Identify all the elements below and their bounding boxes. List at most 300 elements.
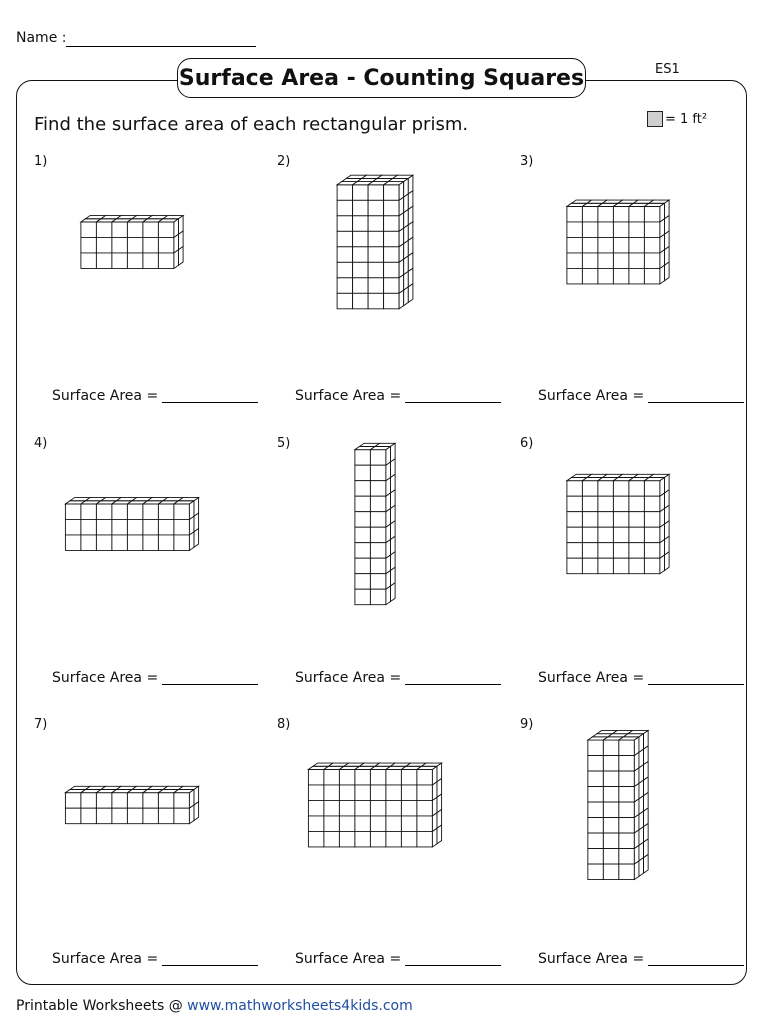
front-unit-square: [384, 278, 400, 294]
side-unit-square: [391, 583, 396, 602]
front-unit-square: [337, 262, 353, 278]
front-unit-square: [567, 268, 583, 284]
front-unit-square: [158, 519, 174, 535]
front-unit-square: [619, 756, 635, 772]
front-unit-square: [598, 496, 614, 512]
front-unit-square: [174, 535, 190, 551]
front-unit-square: [644, 253, 660, 269]
problem-2: [277, 154, 520, 434]
front-unit-square: [353, 216, 369, 232]
front-unit-square: [143, 237, 159, 253]
front-unit-square: [355, 558, 371, 574]
front-unit-square: [588, 802, 604, 818]
surface-area-label: Surface Area =: [52, 951, 159, 967]
front-unit-square: [339, 785, 355, 801]
front-unit-square: [603, 818, 619, 834]
front-unit-square: [603, 771, 619, 787]
front-unit-square: [368, 185, 384, 201]
front-unit-square: [619, 864, 635, 880]
front-unit-square: [588, 740, 604, 756]
front-unit-square: [81, 535, 97, 551]
front-unit-square: [96, 504, 112, 520]
front-unit-square: [368, 278, 384, 294]
front-unit-square: [112, 222, 128, 238]
front-unit-square: [370, 558, 386, 574]
front-unit-square: [603, 864, 619, 880]
front-unit-square: [619, 818, 635, 834]
front-unit-square: [567, 481, 583, 497]
front-unit-square: [355, 769, 371, 785]
front-unit-square: [368, 262, 384, 278]
prism-figure: [34, 717, 277, 937]
footer-link[interactable]: www.mathworksheets4kids.com: [187, 998, 413, 1014]
surface-area-label: Surface Area =: [295, 670, 402, 686]
legend-label: = 1 ft²: [665, 111, 708, 127]
front-unit-square: [613, 543, 629, 559]
side-unit-square: [432, 828, 437, 847]
front-unit-square: [158, 222, 174, 238]
prism-figure: [34, 154, 277, 374]
front-unit-square: [337, 185, 353, 201]
problem-6: [520, 436, 763, 716]
front-unit-square: [353, 231, 369, 247]
side-unit-square: [408, 284, 413, 303]
front-unit-square: [127, 222, 142, 238]
front-unit-square: [613, 481, 629, 497]
front-unit-square: [582, 481, 598, 497]
front-unit-square: [370, 769, 386, 785]
front-unit-square: [353, 247, 369, 262]
front-unit-square: [417, 785, 433, 801]
front-unit-square: [613, 237, 629, 253]
front-unit-square: [174, 504, 190, 520]
front-unit-square: [370, 481, 386, 497]
front-unit-square: [598, 558, 614, 574]
front-unit-square: [386, 816, 402, 832]
front-unit-square: [143, 793, 159, 809]
front-unit-square: [368, 231, 384, 247]
front-unit-square: [65, 793, 81, 809]
front-unit-square: [417, 831, 433, 847]
front-unit-square: [644, 481, 660, 497]
front-unit-square: [370, 574, 386, 590]
front-unit-square: [81, 253, 97, 269]
problem-number: 7): [34, 717, 48, 732]
side-unit-square: [386, 586, 391, 605]
front-unit-square: [613, 558, 629, 574]
problem-4: [34, 436, 277, 716]
front-unit-square: [324, 769, 340, 785]
front-unit-square: [158, 504, 174, 520]
front-unit-square: [96, 237, 112, 253]
front-unit-square: [143, 253, 159, 269]
side-unit-square: [189, 805, 194, 824]
front-unit-square: [644, 558, 660, 574]
front-unit-square: [582, 527, 598, 543]
front-unit-square: [127, 535, 142, 551]
front-unit-square: [370, 831, 386, 847]
front-unit-square: [370, 816, 386, 832]
front-unit-square: [417, 769, 433, 785]
front-unit-square: [158, 535, 174, 551]
front-unit-square: [603, 740, 619, 756]
front-unit-square: [644, 222, 660, 238]
front-unit-square: [355, 574, 371, 590]
front-unit-square: [629, 558, 645, 574]
front-unit-square: [644, 496, 660, 512]
surface-area-label: Surface Area =: [52, 670, 159, 686]
front-unit-square: [598, 527, 614, 543]
front-unit-square: [353, 200, 369, 216]
front-unit-square: [384, 231, 400, 247]
front-unit-square: [355, 800, 371, 816]
answer-blank[interactable]: [162, 684, 258, 685]
side-unit-square: [404, 287, 409, 306]
surface-area-row: [52, 670, 258, 686]
answer-blank[interactable]: [162, 402, 258, 403]
front-unit-square: [613, 268, 629, 284]
front-unit-square: [386, 785, 402, 801]
surface-area-row: [538, 388, 744, 404]
front-unit-square: [355, 785, 371, 801]
front-unit-square: [308, 831, 324, 847]
front-unit-square: [355, 816, 371, 832]
front-unit-square: [401, 816, 417, 832]
front-unit-square: [629, 481, 645, 497]
problem-number: 2): [277, 154, 291, 169]
front-unit-square: [127, 519, 142, 535]
front-unit-square: [324, 800, 340, 816]
name-label: Name :: [16, 30, 67, 46]
worksheet-title: Surface Area - Counting Squares: [177, 58, 586, 98]
side-unit-square: [194, 802, 199, 821]
front-unit-square: [81, 237, 97, 253]
front-unit-square: [158, 253, 174, 269]
front-unit-square: [582, 237, 598, 253]
front-unit-square: [143, 222, 159, 238]
front-unit-square: [337, 200, 353, 216]
front-unit-square: [143, 504, 159, 520]
front-unit-square: [81, 808, 97, 824]
front-unit-square: [588, 833, 604, 849]
front-unit-square: [368, 247, 384, 262]
front-unit-square: [370, 800, 386, 816]
prism-figure: [277, 717, 520, 937]
front-unit-square: [384, 216, 400, 232]
front-unit-square: [112, 535, 128, 551]
side-unit-square: [644, 854, 649, 873]
front-unit-square: [143, 808, 159, 824]
front-unit-square: [619, 787, 635, 803]
front-unit-square: [339, 816, 355, 832]
worksheet-code: ES1: [655, 62, 680, 77]
problem-number: 5): [277, 436, 291, 451]
front-unit-square: [337, 216, 353, 232]
side-unit-square: [437, 825, 442, 844]
front-unit-square: [613, 253, 629, 269]
front-unit-square: [368, 216, 384, 232]
front-unit-square: [127, 504, 142, 520]
front-unit-square: [582, 543, 598, 559]
front-unit-square: [308, 816, 324, 832]
front-unit-square: [629, 222, 645, 238]
front-unit-square: [355, 512, 371, 528]
side-unit-square: [660, 555, 665, 574]
surface-area-row: [295, 670, 501, 686]
side-unit-square: [665, 262, 670, 281]
front-unit-square: [386, 800, 402, 816]
front-unit-square: [629, 543, 645, 559]
surface-area-label: Surface Area =: [295, 951, 402, 967]
front-unit-square: [370, 512, 386, 528]
front-unit-square: [355, 589, 371, 605]
front-unit-square: [355, 831, 371, 847]
front-unit-square: [582, 253, 598, 269]
front-unit-square: [644, 237, 660, 253]
front-unit-square: [401, 785, 417, 801]
problem-number: 4): [34, 436, 48, 451]
prism-figure: [520, 154, 763, 374]
front-unit-square: [355, 543, 371, 559]
answer-blank[interactable]: [648, 402, 744, 403]
front-unit-square: [96, 253, 112, 269]
front-unit-square: [112, 793, 128, 809]
front-unit-square: [370, 450, 386, 466]
front-unit-square: [401, 831, 417, 847]
side-unit-square: [665, 552, 670, 571]
front-unit-square: [384, 293, 400, 309]
front-unit-square: [613, 496, 629, 512]
side-unit-square: [399, 290, 404, 309]
front-unit-square: [598, 512, 614, 528]
front-unit-square: [308, 769, 324, 785]
front-unit-square: [143, 519, 159, 535]
front-unit-square: [370, 465, 386, 481]
front-unit-square: [353, 293, 369, 309]
front-unit-square: [629, 527, 645, 543]
front-unit-square: [324, 785, 340, 801]
front-unit-square: [567, 222, 583, 238]
front-unit-square: [174, 793, 190, 809]
front-unit-square: [417, 800, 433, 816]
front-unit-square: [337, 278, 353, 294]
prism-figure: [277, 154, 520, 374]
answer-blank[interactable]: [405, 684, 501, 685]
front-unit-square: [370, 543, 386, 559]
answer-blank[interactable]: [405, 402, 501, 403]
front-unit-square: [588, 864, 604, 880]
answer-blank[interactable]: [648, 684, 744, 685]
surface-area-label: Surface Area =: [538, 388, 645, 404]
front-unit-square: [582, 512, 598, 528]
problem-5: [277, 436, 520, 716]
front-unit-square: [386, 769, 402, 785]
front-unit-square: [158, 808, 174, 824]
problem-number: 8): [277, 717, 291, 732]
front-unit-square: [567, 237, 583, 253]
front-unit-square: [567, 558, 583, 574]
front-unit-square: [353, 278, 369, 294]
legend: [647, 111, 707, 127]
front-unit-square: [401, 800, 417, 816]
front-unit-square: [588, 756, 604, 772]
front-unit-square: [339, 831, 355, 847]
side-unit-square: [634, 861, 639, 880]
front-unit-square: [598, 206, 614, 222]
front-unit-square: [417, 816, 433, 832]
front-unit-square: [96, 222, 112, 238]
front-unit-square: [112, 519, 128, 535]
front-unit-square: [370, 496, 386, 512]
front-unit-square: [96, 793, 112, 809]
side-unit-square: [174, 250, 179, 269]
front-unit-square: [603, 833, 619, 849]
side-unit-square: [194, 529, 199, 548]
front-unit-square: [386, 831, 402, 847]
surface-area-row: [52, 388, 258, 404]
front-unit-square: [339, 800, 355, 816]
surface-area-label: Surface Area =: [538, 670, 645, 686]
surface-area-label: Surface Area =: [52, 388, 159, 404]
front-unit-square: [619, 740, 635, 756]
front-unit-square: [308, 785, 324, 801]
front-unit-square: [582, 496, 598, 512]
front-unit-square: [127, 253, 142, 269]
front-unit-square: [324, 831, 340, 847]
side-unit-square: [660, 265, 665, 284]
front-unit-square: [603, 802, 619, 818]
problem-8: [277, 717, 520, 997]
side-unit-square: [189, 532, 194, 551]
surface-area-row: [538, 670, 744, 686]
front-unit-square: [582, 206, 598, 222]
front-unit-square: [96, 808, 112, 824]
front-unit-square: [598, 268, 614, 284]
front-unit-square: [603, 849, 619, 865]
surface-area-row: [52, 951, 258, 967]
front-unit-square: [598, 253, 614, 269]
surface-area-label: Surface Area =: [538, 951, 645, 967]
front-unit-square: [629, 496, 645, 512]
problem-9: [520, 717, 763, 997]
front-unit-square: [81, 222, 97, 238]
front-unit-square: [567, 253, 583, 269]
front-unit-square: [158, 237, 174, 253]
front-unit-square: [588, 818, 604, 834]
front-unit-square: [384, 262, 400, 278]
front-unit-square: [337, 231, 353, 247]
front-unit-square: [353, 262, 369, 278]
problem-7: [34, 717, 277, 997]
front-unit-square: [613, 527, 629, 543]
front-unit-square: [588, 849, 604, 865]
front-unit-square: [370, 527, 386, 543]
front-unit-square: [613, 222, 629, 238]
front-unit-square: [81, 504, 97, 520]
front-unit-square: [65, 808, 81, 824]
front-unit-square: [370, 785, 386, 801]
front-unit-square: [644, 512, 660, 528]
front-unit-square: [603, 787, 619, 803]
answer-blank[interactable]: [648, 965, 744, 966]
front-unit-square: [355, 465, 371, 481]
front-unit-square: [613, 512, 629, 528]
front-unit-square: [629, 268, 645, 284]
front-unit-square: [619, 802, 635, 818]
answer-blank[interactable]: [162, 965, 258, 966]
prism-figure: [520, 436, 763, 656]
footer: [16, 998, 413, 1014]
front-unit-square: [401, 769, 417, 785]
front-unit-square: [598, 481, 614, 497]
front-unit-square: [127, 237, 142, 253]
front-unit-square: [598, 237, 614, 253]
front-unit-square: [337, 293, 353, 309]
front-unit-square: [644, 527, 660, 543]
front-unit-square: [598, 222, 614, 238]
front-unit-square: [588, 787, 604, 803]
front-unit-square: [81, 519, 97, 535]
answer-blank[interactable]: [405, 965, 501, 966]
front-unit-square: [127, 808, 142, 824]
footer-prefix: Printable Worksheets @: [16, 998, 188, 1014]
front-unit-square: [384, 247, 400, 262]
front-unit-square: [308, 800, 324, 816]
front-unit-square: [588, 771, 604, 787]
front-unit-square: [324, 816, 340, 832]
front-unit-square: [629, 512, 645, 528]
front-unit-square: [644, 206, 660, 222]
front-unit-square: [384, 200, 400, 216]
front-unit-square: [619, 849, 635, 865]
front-unit-square: [582, 222, 598, 238]
front-unit-square: [368, 200, 384, 216]
prism-figure: [277, 436, 520, 656]
problem-number: 6): [520, 436, 534, 451]
front-unit-square: [582, 268, 598, 284]
front-unit-square: [353, 185, 369, 201]
front-unit-square: [368, 293, 384, 309]
front-unit-square: [355, 481, 371, 497]
front-unit-square: [143, 535, 159, 551]
front-unit-square: [613, 206, 629, 222]
front-unit-square: [384, 185, 400, 201]
instructions: Find the surface area of each rectangular prism.: [34, 114, 469, 135]
problem-3: [520, 154, 763, 434]
surface-area-row: [538, 951, 744, 967]
front-unit-square: [96, 535, 112, 551]
front-unit-square: [567, 496, 583, 512]
front-unit-square: [112, 808, 128, 824]
surface-area-row: [295, 388, 501, 404]
front-unit-square: [174, 808, 190, 824]
front-unit-square: [370, 589, 386, 605]
front-unit-square: [355, 527, 371, 543]
front-unit-square: [619, 833, 635, 849]
front-unit-square: [174, 519, 190, 535]
prism-figure: [520, 717, 763, 937]
front-unit-square: [567, 512, 583, 528]
front-unit-square: [582, 558, 598, 574]
front-unit-square: [112, 253, 128, 269]
front-unit-square: [339, 769, 355, 785]
front-unit-square: [81, 793, 97, 809]
front-unit-square: [629, 237, 645, 253]
front-unit-square: [567, 206, 583, 222]
name-line[interactable]: [66, 46, 256, 47]
unit-square-icon: [647, 111, 663, 127]
front-unit-square: [112, 504, 128, 520]
